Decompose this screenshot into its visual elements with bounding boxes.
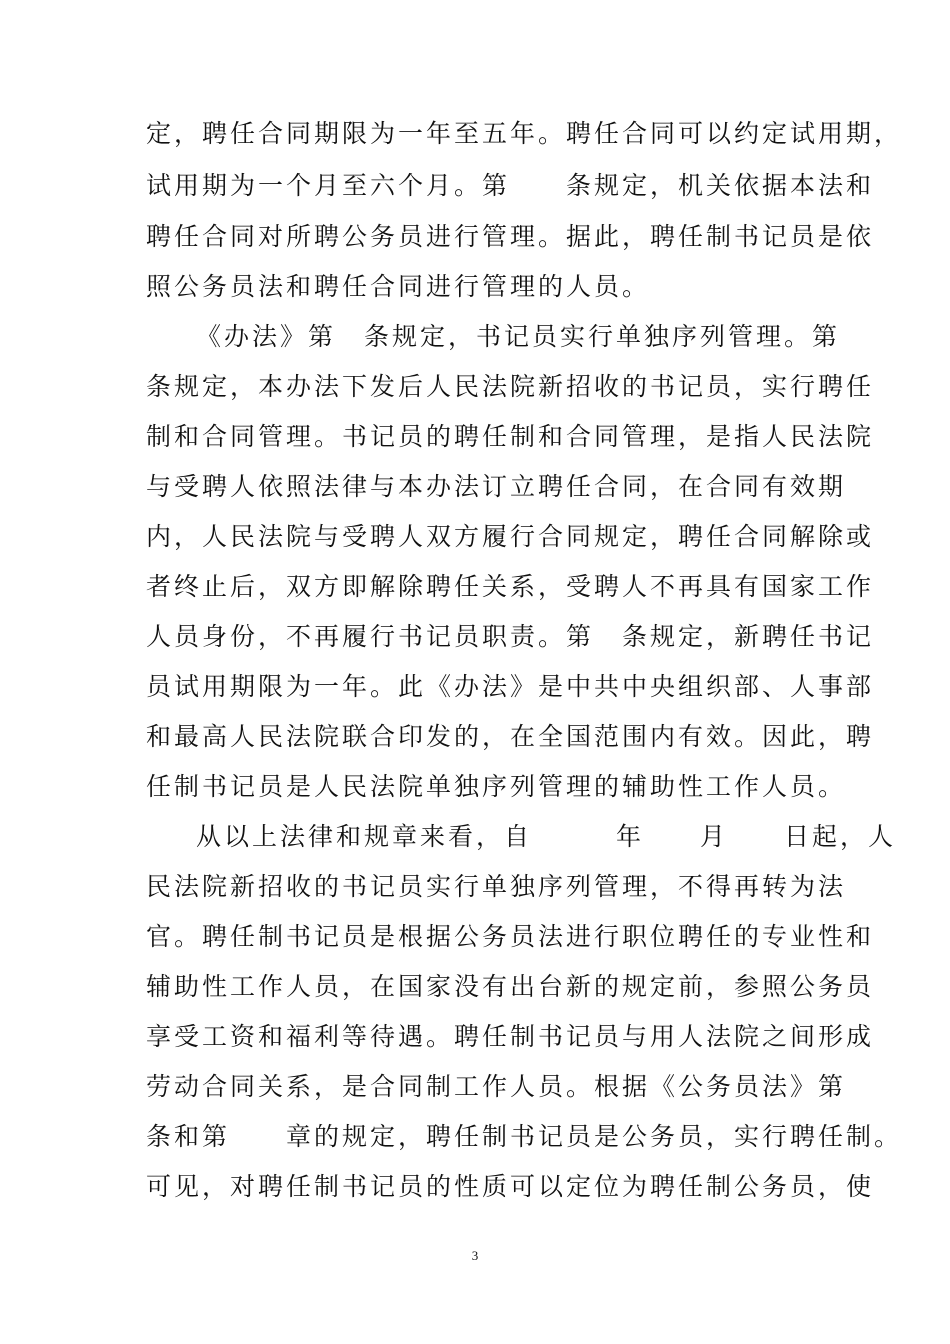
text-line: 民法院新招收的书记员实行单独序列管理，不得再转为法 xyxy=(146,872,847,901)
text-line: 与受聘人依照法律与本办法订立聘任合同，在合同有效期 xyxy=(146,472,847,501)
text-line: 试用期为一个月至六个月。第 条规定，机关依据本法和 xyxy=(146,171,875,200)
text-line: 官。聘任制书记员是根据公务员法进行职位聘任的专业性和 xyxy=(146,922,875,951)
text-line: 定，聘任合同期限为一年至五年。聘任合同可以约定试用期， xyxy=(146,119,903,148)
text-line: 条规定，本办法下发后人民法院新招收的书记员，实行聘任 xyxy=(146,372,875,401)
text-line: 条和第 章的规定，聘任制书记员是公务员，实行聘任制。 xyxy=(146,1122,903,1151)
text-line: 和最高人民法院联合印发的，在全国范围内有效。因此，聘 xyxy=(146,722,875,751)
page-number: 3 xyxy=(471,1248,479,1263)
text-line: 制和合同管理。书记员的聘任制和合同管理，是指人民法院 xyxy=(146,422,875,451)
text-line: 可见，对聘任制书记员的性质可以定位为聘任制公务员，使 xyxy=(146,1172,875,1201)
text-line: 任制书记员是人民法院单独序列管理的辅助性工作人员。 xyxy=(146,772,847,801)
text-line: 聘任合同对所聘公务员进行管理。据此，聘任制书记员是依 xyxy=(146,222,875,251)
text-line: 人员身份，不再履行书记员职责。第 条规定，新聘任书记 xyxy=(146,622,875,651)
text-line: 者终止后，双方即解除聘任关系，受聘人不再具有国家工作 xyxy=(146,572,875,601)
text-line: 员试用期限为一年。此《办法》是中共中央组织部、人事部 xyxy=(146,672,875,701)
text-line: 《办法》第 条规定，书记员实行单独序列管理。第 xyxy=(196,322,841,351)
text-line: 从以上法律和规章来看，自 年 月 日起，人 xyxy=(196,822,897,851)
text-line: 照公务员法和聘任合同进行管理的人员。 xyxy=(146,272,651,301)
text-line: 辅助性工作人员，在国家没有出台新的规定前，参照公务员 xyxy=(146,972,875,1001)
text-line: 劳动合同关系，是合同制工作人员。根据《公务员法》第 xyxy=(146,1072,847,1101)
text-line: 内，人民法院与受聘人双方履行合同规定，聘任合同解除或 xyxy=(146,522,875,551)
text-line: 享受工资和福利等待遇。聘任制书记员与用人法院之间形成 xyxy=(146,1022,875,1051)
